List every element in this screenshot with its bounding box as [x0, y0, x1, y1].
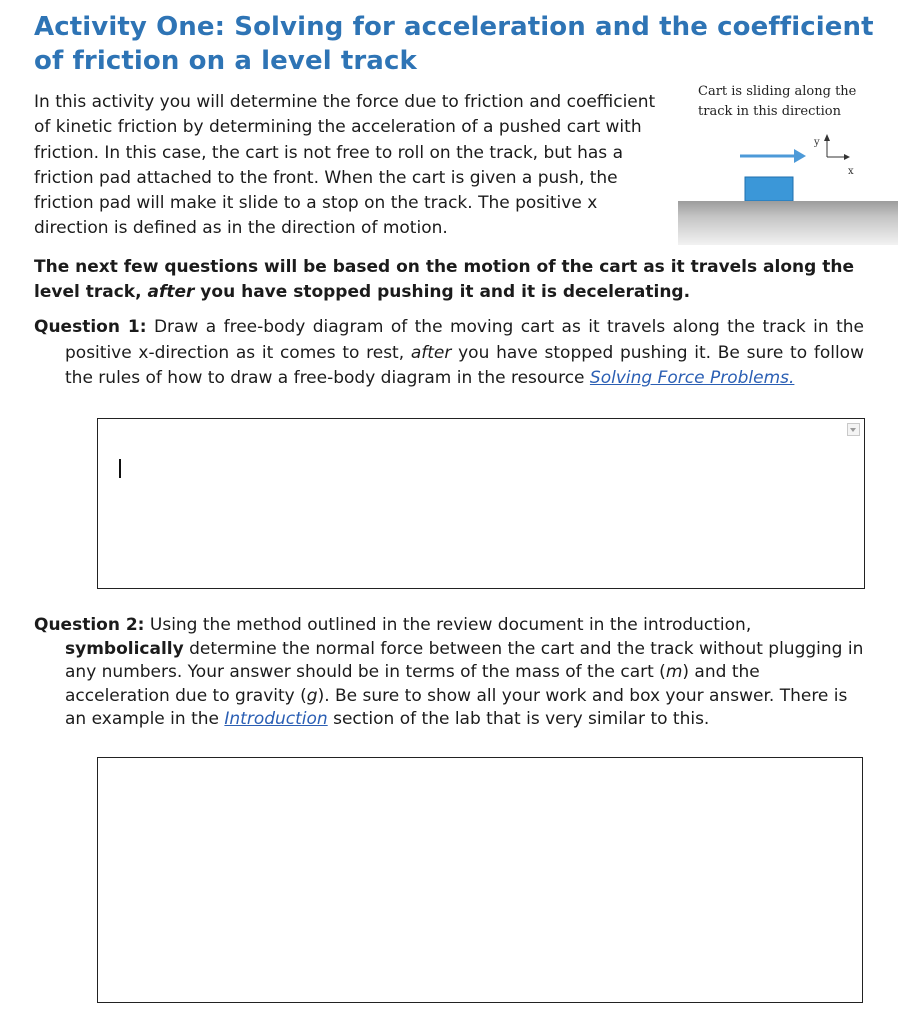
motion-arrow-icon	[740, 149, 806, 163]
question-1-text2: you have stopped pushing it. Be sure to follow the rules of how to draw a free-body diagram in the resource	[65, 342, 864, 388]
question-1-after: after	[410, 342, 452, 363]
figure-caption: Cart is sliding along the track in this direction	[698, 84, 857, 119]
question-2-symbolically: symbolically	[65, 638, 184, 659]
question-1-tail: .	[789, 368, 795, 388]
cart-figure	[678, 82, 898, 247]
instruction-part2: you have stopped pushing it and it is decelerating.	[194, 282, 691, 302]
question-2-gravity-symbol: g	[306, 685, 318, 706]
question-2-text5: section of the lab that is very similar to this.	[327, 709, 710, 729]
question-1-answer-box[interactable]	[97, 418, 865, 589]
question-2-label: Question 2:	[34, 615, 145, 635]
question-2-text2: determine the normal force between the cart and the track without plugging in any numbers. Your answer should be in terms of the mass of the cart (	[65, 638, 864, 682]
cart-diagram	[678, 82, 898, 247]
axes-icon	[824, 134, 850, 160]
chevron-down-icon	[850, 428, 856, 432]
question-1-label: Question 1:	[34, 317, 147, 337]
instruction-part1: The next few questions will be based on the motion of the cart as it travels along the level track,	[34, 257, 854, 302]
intro-paragraph: In this activity you will determine the force due to friction and coefficient of kinetic friction by determining the acceleration of a pushed cart with friction. In this case, the cart is not free to roll on the track, but has a friction pad attached to the front. When the cart is given a push, the friction pad will make it slide to a stop on the track. The positive x direction is defined as in the direction of motion.	[34, 92, 656, 239]
solving-force-problems-link[interactable]: Solving Force Problems	[589, 368, 789, 388]
question-2-mass-symbol: m	[665, 662, 683, 682]
axis-x-label: x	[848, 166, 854, 177]
question-2-text4: ). Be sure to show all your work and box your answer. There is an example in the	[65, 685, 848, 729]
question-2-answer-box[interactable]	[97, 757, 863, 1003]
question-2-text1: Using the method outlined in the review document in the introduction,	[144, 615, 752, 635]
question-1	[34, 315, 864, 392]
activity-title: Activity One: Solving for acceleration and the coefficient of friction on a level track	[34, 12, 874, 76]
instruction-paragraph	[34, 255, 884, 305]
question-2-text3: ) and the acceleration due to gravity (	[65, 662, 760, 706]
cart-icon	[745, 177, 793, 201]
axis-y-label: y	[814, 137, 820, 148]
question-1-text1: Draw a free-body diagram of the moving cart as it travels along the track in the positive x-direction as it comes to rest,	[65, 317, 865, 363]
instruction-after: after	[147, 282, 195, 302]
introduction-link[interactable]: Introduction	[224, 709, 328, 729]
text-cursor	[119, 459, 121, 478]
track-icon	[678, 201, 898, 245]
dropdown-button[interactable]	[847, 423, 860, 436]
question-2	[34, 614, 864, 732]
